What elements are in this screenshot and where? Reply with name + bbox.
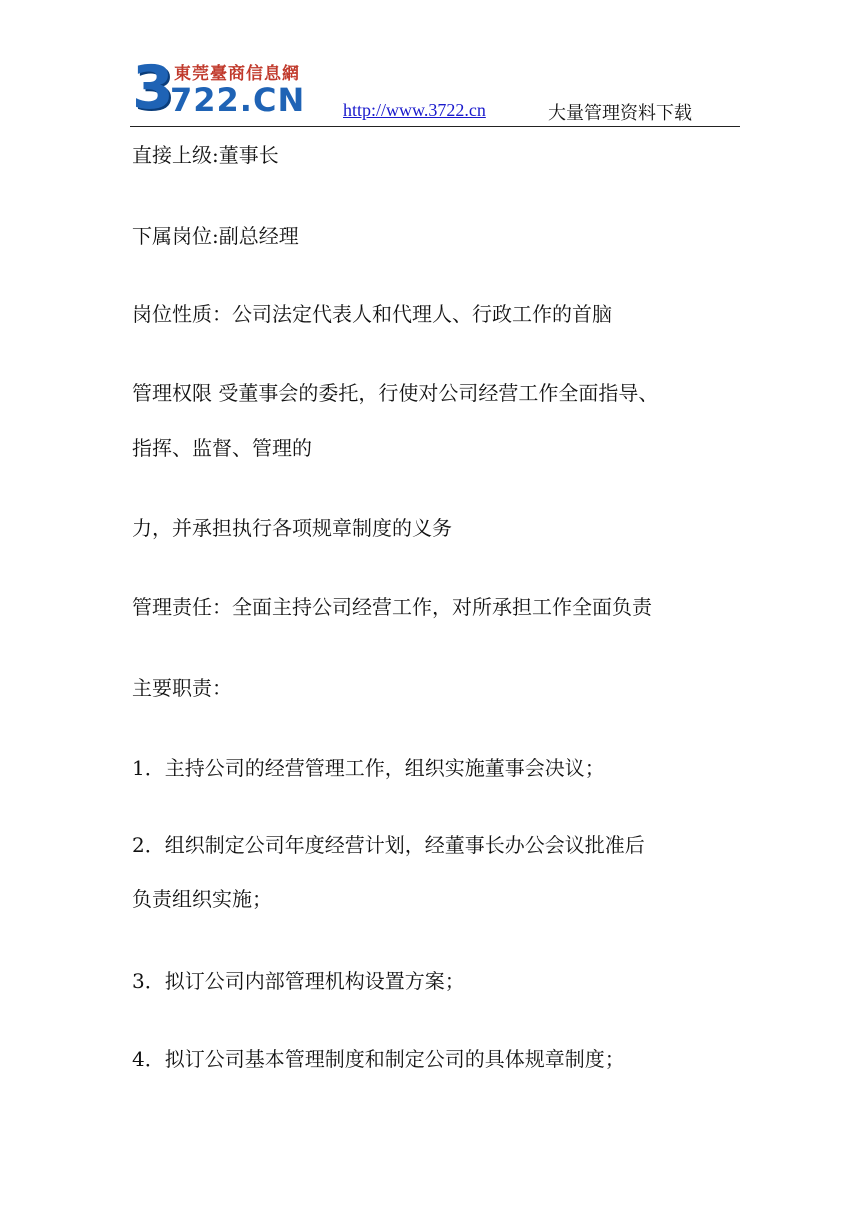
line-direct-superior: 直接上级:董事长 <box>132 143 279 167</box>
line-responsibility: 管理责任：全面主持公司经营工作，对所承担工作全面负责 <box>132 595 652 619</box>
header-tagline: 大量管理资料下载 <box>548 103 692 124</box>
list-item-3: 3．拟订公司内部管理机构设置方案； <box>132 969 465 993</box>
logo-domain: 722.CN <box>170 81 306 119</box>
site-logo <box>130 53 310 123</box>
list-item-4: 4．拟订公司基本管理制度和制定公司的具体规章制度； <box>132 1047 625 1071</box>
line-position-nature: 岗位性质：公司法定代表人和代理人、行政工作的首脑 <box>132 302 612 326</box>
list-item-2-cont: 负责组织实施； <box>132 887 272 911</box>
list-item-1: 1．主持公司的经营管理工作，组织实施董事会决议； <box>132 756 605 780</box>
line-main-duties-heading: 主要职责： <box>132 676 232 700</box>
list-item-2: 2．组织制定公司年度经营计划，经董事长办公会议批准后 <box>132 833 645 857</box>
line-authority-cont: 指挥、监督、管理的 <box>132 436 312 460</box>
line-subordinate-position: 下属岗位:副总经理 <box>132 224 299 248</box>
page-header <box>130 52 740 127</box>
line-authority-cont-2: 力，并承担执行各项规章制度的义务 <box>132 516 452 540</box>
logo-number: 3 <box>132 53 174 123</box>
line-authority: 管理权限 受董事会的委托，行使对公司经营工作全面指导、 <box>132 381 659 405</box>
logo-chinese-name: 東莞臺商信息網 <box>174 64 300 84</box>
header-url-link[interactable]: http://www.3722.cn <box>343 100 486 120</box>
